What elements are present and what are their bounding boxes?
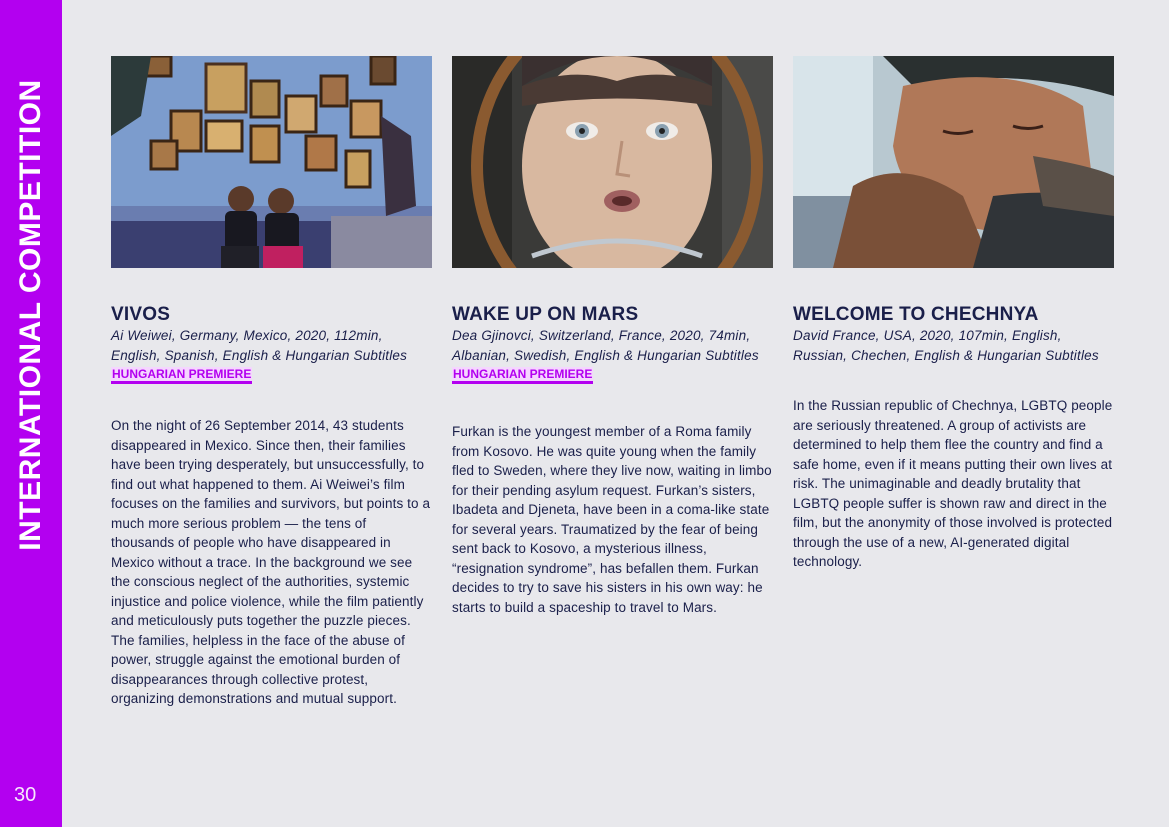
film-synopsis: On the night of 26 September 2014, 43 students disappeared in Mexico. Since then, their families have been trying desperately, but unsuccessfully, to find out what happened to them. Ai Weiwei’s film focuses on the families and survivors, but points to a much more serious problem — the tens of thousands of people who have disappeared in Mexico without a trace. In the background we see the conscious neglect of the authorities, systemic injustice and police violence, while the film patiently and meticulously puts together the puzzle pieces. The families, helpless in the face of the abuse of power, struggle against the emotional burden of disappearances through collective protest, organizing demonstrations and mutual support. bbox=[111, 418, 431, 706]
film-still-image bbox=[793, 56, 1114, 268]
film-credits: Ai Weiwei, Germany, Mexico, 2020, 112min, English, Spanish, English & Hungarian Subtitles bbox=[111, 328, 408, 363]
page-number: 30 bbox=[14, 784, 37, 806]
premiere-badge: HUNGARIAN PREMIERE bbox=[111, 367, 252, 384]
film-synopsis: In the Russian republic of Chechnya, LGBTQ people are seriously threatened. A group of activists are determined to help them flee the country and find a safe home, even if it means putting their own lives at risk. The unimaginable and deadly brutality that LGBTQ people suffer is shown raw and direct in the film, but the anonymity of those involved is protected through the use of a new, AI-generated digital technology. bbox=[793, 398, 1113, 569]
section-title: INTERNATIONAL COMPETITION bbox=[14, 79, 47, 551]
film-title: VIVOS bbox=[111, 304, 171, 325]
film-still-welcome-to-chechnya bbox=[793, 56, 1114, 268]
film-still-wake-up-on-mars bbox=[452, 56, 773, 268]
film-title: WAKE UP ON MARS bbox=[452, 304, 639, 325]
film-credits: David France, USA, 2020, 107min, English, Russian, Chechen, English & Hungarian Subtitles bbox=[793, 328, 1099, 363]
film-still-image bbox=[452, 56, 773, 268]
film-synopsis: Furkan is the youngest member of a Roma family from Kosovo. He was quite young when the family fled to Sweden, where they live now, waiting in limbo for their pending asylum request. Furkan’s sisters, Ibadeta and Djeneta, have been in a coma-like state for several years. Traumatized by the fear of being sent back to Kosovo, a mysterious illness, “resignation syndrome”, has befallen them. Furkan decides to try to save his sisters in his own way: he starts to build a spaceship to travel to Mars. bbox=[452, 424, 772, 615]
film-still-vivos bbox=[111, 56, 432, 268]
film-title: WELCOME TO CHECHNYA bbox=[793, 304, 1039, 325]
film-still-image bbox=[111, 56, 432, 268]
premiere-badge: HUNGARIAN PREMIERE bbox=[452, 367, 593, 384]
sidebar bbox=[0, 0, 62, 827]
film-entry-vivos bbox=[111, 56, 432, 709]
film-credits: Dea Gjinovci, Switzerland, France, 2020, 74min, Albanian, Swedish, English & Hungarian Subtitles bbox=[452, 328, 759, 363]
film-entry-wake-up-on-mars bbox=[452, 56, 773, 617]
film-entry-welcome-to-chechnya bbox=[793, 56, 1114, 572]
